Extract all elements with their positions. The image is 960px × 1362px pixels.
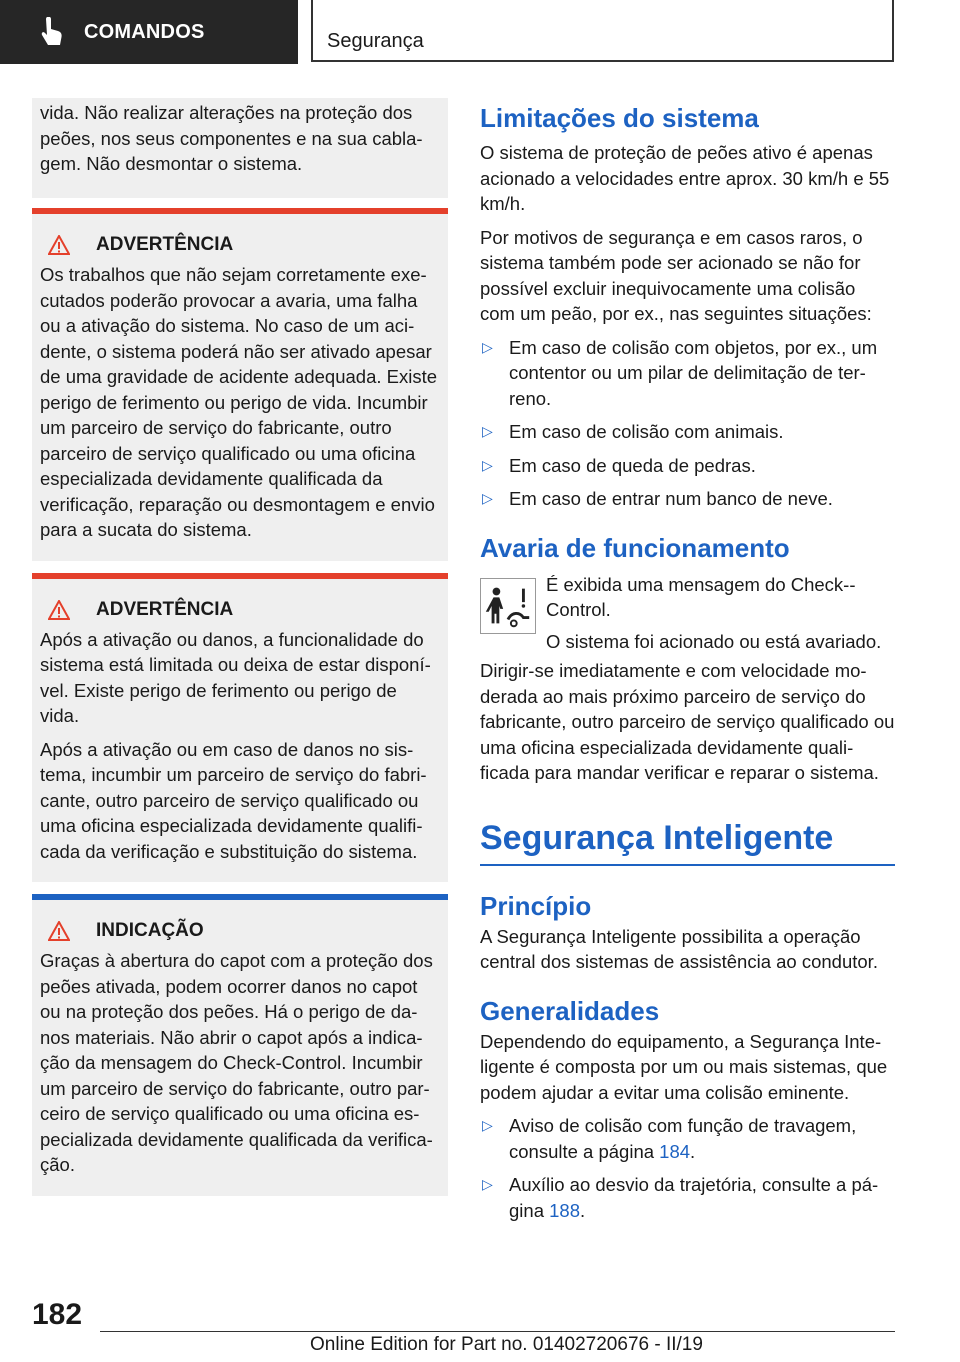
section-tab [0, 0, 298, 64]
note-text: Graças à abertura do capot com a proteção dos peões ativada, podem ocorrer danos no capot ou na proteção dos peões. Há o perigo de da‐nos materiais. Não abrir o capot após a indica‐ção da mensagem do Check-Control. Incumbir um parceiro de serviço do fabricante, outro par‐ceiro de serviço qualificado ou uma oficina es‐pecializada devidamente qualificada da verifica‐ção. [40, 950, 433, 1175]
situations-list [480, 335, 895, 512]
triangle-bullet-icon: ▷ [482, 456, 493, 473]
message-text [546, 572, 895, 655]
list-item: ▷ Em caso de colisão com objetos, por ex., um contentor ou um pilar de delimitação de ter‐reno. [482, 336, 878, 409]
warning-text: Os trabalhos que não sejam corretamente exe‐cutados poderão provocar a avaria, uma falha ou a ativação do sistema. No caso de um aci‐dente, o sistema poderá não ser ativado apesar de uma gravidade de acidente adequada. Existe perigo de ferimento ou perigo de vida. Incumbir um parceiro de serviço do fabricante, outro parceiro de serviço qualificado ou uma oficina especializada devidamente qualificada da verificação, reparação ou desmontagem e envio para a sucata do sistema. [40, 264, 438, 540]
paragraph: A Segurança Inteligente possibilita a operação central dos sistemas de assistência ao condutor. [480, 925, 878, 972]
triangle-bullet-icon: ▷ [482, 338, 493, 355]
list-item: ▷ Aviso de colisão com função de travagem, consulte a página 184. [482, 1115, 857, 1162]
warning-title: ADVERTÊNCIA [96, 234, 234, 255]
pedestrian-protection-warning-icon [480, 578, 536, 634]
notice-triangle-icon [48, 921, 70, 941]
note-box [32, 894, 448, 1196]
paragraph: O sistema de proteção de peões ativo é apenas acionado a velocidades entre aprox. 30 km/h e 55 km/h. [480, 142, 890, 214]
triangle-bullet-icon: ▷ [482, 1117, 493, 1133]
section-label: COMANDOS [84, 20, 205, 43]
list-item: ▷ Em caso de entrar num banco de neve. [480, 486, 895, 512]
footer-divider [100, 1331, 895, 1332]
chapter-title: Segurança [327, 30, 424, 52]
paragraph: Dirigir-se imediatamente e com velocidade mo‐derada ao mais próximo parceiro de serviço do fabricante, outro parceiro de serviço qualificado ou uma oficina especializada devidamente quali‐ficada para mandar verificar e reparar o sistema. [480, 660, 895, 783]
warning-heading [48, 599, 440, 621]
chapter-header [311, 0, 894, 62]
paragraph: Por motivos de segurança e em casos raros, o sistema também pode ser acionado se não for possível excluir inequivocamente uma colisão com um peão, por ex., nas seguintes situações: [480, 226, 872, 324]
section-heading: Limitações do sistema [480, 103, 759, 133]
section-heading: Princípio [480, 890, 592, 921]
page-link-184[interactable]: 184 [659, 1140, 691, 1162]
intro-box [32, 98, 448, 198]
edition-text: Online Edition for Part no. 01402720676 - II/19 [310, 1334, 703, 1355]
warning-box-1 [32, 208, 448, 561]
hand-pointer-icon [38, 17, 64, 47]
list-item: ▷ Auxílio ao desvio da trajetória, consulte a pá‐gina 188. [482, 1174, 879, 1221]
warning-triangle-icon [48, 235, 70, 255]
page-number: 182 [32, 1298, 83, 1331]
list-item: ▷ Em caso de colisão com animais. [480, 419, 895, 445]
warning-heading [48, 234, 440, 256]
warning-box-2 [32, 573, 448, 883]
right-column [480, 100, 895, 1223]
page-link-188[interactable]: 188 [549, 1199, 580, 1221]
list-item: ▷ Em caso de queda de pedras. [480, 453, 895, 479]
check-control-message [480, 572, 895, 655]
triangle-bullet-icon: ▷ [482, 1176, 493, 1192]
systems-list [480, 1113, 895, 1223]
chapter-title-block [480, 816, 895, 866]
section-heading: Generalidades [480, 995, 660, 1026]
chapter-heading: Segurança Inteligente [480, 818, 834, 857]
note-heading [48, 920, 440, 942]
warning-title: ADVERTÊNCIA [96, 598, 234, 620]
message-line: É exibida uma mensagem do Check-‐Control. [546, 573, 856, 620]
section-heading: Avaria de funcionamento [480, 532, 790, 563]
intro-text: vida. Não realizar alterações na proteção dos peões, nos seus componentes e na sua cabla‐gem. Não desmontar o sistema. [40, 102, 423, 174]
paragraph: Dependendo do equipamento, a Segurança Inte‐ligente é composta por um ou mais sistemas, que podem ajudar a evitar uma colisão eminente. [480, 1030, 888, 1103]
warning-triangle-icon [48, 600, 70, 620]
triangle-bullet-icon: ▷ [482, 490, 493, 506]
message-line: O sistema foi acionado ou está avariado. [546, 630, 882, 652]
triangle-bullet-icon: ▷ [482, 423, 493, 439]
note-title: INDICAÇÃO [96, 920, 204, 941]
warning-text: Após a ativação ou danos, a funcionalidade do sistema está limitada ou deixa de estar disponí‐vel. Existe perigo de ferimento ou perigo de vida. [40, 628, 431, 726]
warning-text: Após a ativação ou em caso de danos no sis‐tema, incumbir um parceiro de serviço do fabri‐cante, outro parceiro de serviço qualificado ou uma oficina especializada devidamente qualifi‐cada da verificação e substituição do sistema. [40, 738, 427, 862]
left-column [32, 98, 448, 1196]
